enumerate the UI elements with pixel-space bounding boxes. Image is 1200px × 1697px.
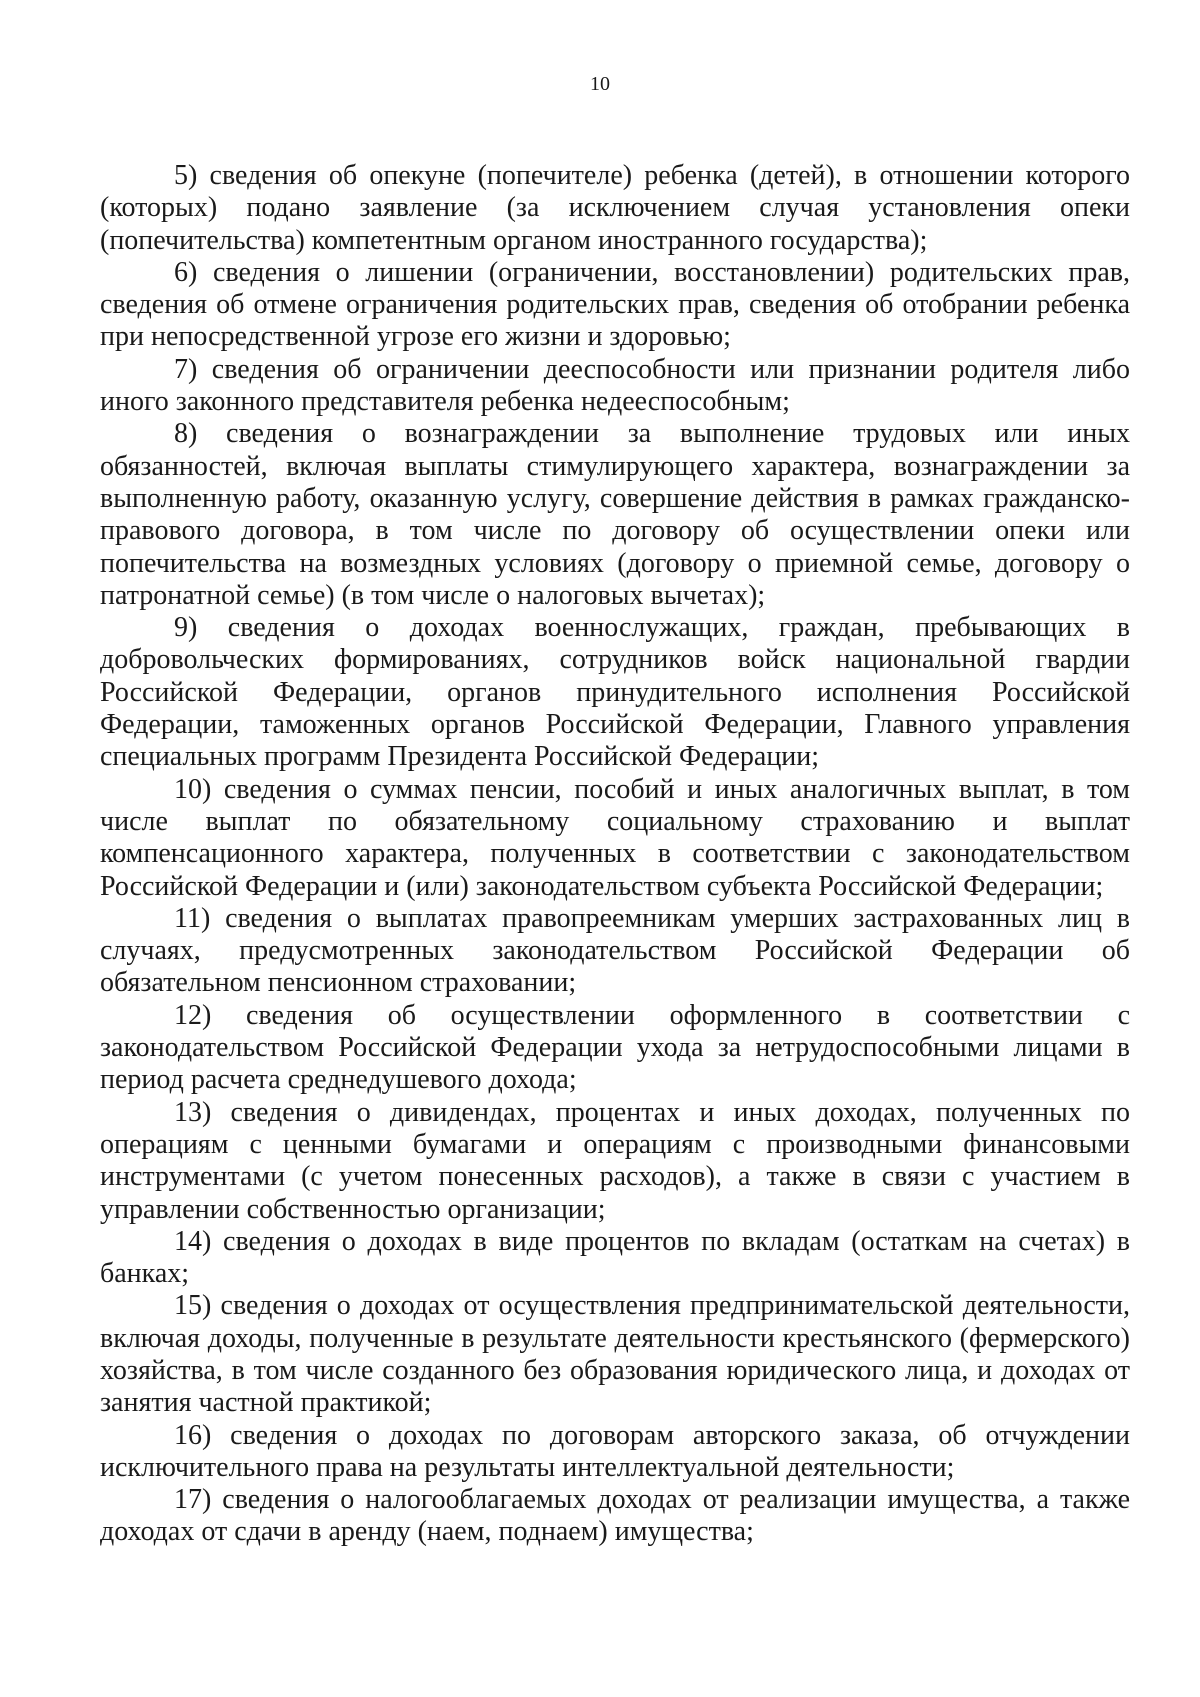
list-item-13: 13) сведения о дивидендах, процентах и иных доходах, полученных по операциям с ценными бумагами и операциям с производными финансовыми инструментами (с учетом понесенных расходов), а также в связи с участием в управлении собственностью организации; (100, 1096, 1130, 1225)
list-item-17: 17) сведения о налогооблагаемых доходах от реализации имущества, а также доходах от сдачи в аренду (наем, поднаем) имущества; (100, 1484, 1130, 1548)
list-item-16: 16) сведения о доходах по договорам авторского заказа, об отчуждении исключительного права на результаты интеллектуальной деятельности; (100, 1419, 1130, 1483)
list-item-15: 15) сведения о доходах от осуществления предпринимательской деятельности, включая доходы, полученные в результате деятельности крестьянского (фермерского) хозяйства, в том числе созданного без образования юридического лица, и доходах от занятия частной практикой; (100, 1290, 1130, 1419)
list-item-11: 11) сведения о выплатах правопреемникам умерших застрахованных лиц в случаях, предусмотренных законодательством Российской Федерации об обязательном пенсионном страховании; (100, 902, 1130, 999)
page-number: 10 (590, 73, 610, 95)
list-item-8: 8) сведения о вознаграждении за выполнение трудовых или иных обязанностей, включая выплаты стимулирующего характера, вознаграждении за выполненную работу, оказанную услугу, совершение действия в рамках гражданско-правового договора, в том числе по договору об осуществлении опеки или попечительства на возмездных условиях (договору о приемной семье, договору о патронатной семье) (в том числе о налоговых вычетах); (100, 418, 1130, 611)
list-item-9: 9) сведения о доходах военнослужащих, граждан, пребывающих в добровольческих формированиях, сотрудников войск национальной гвардии Российской Федерации, органов принудительного исполнения Российской Федерации, таможенных органов Российской Федерации, Главного управления специальных программ Президента Российской Федерации; (100, 612, 1130, 773)
list-item-7: 7) сведения об ограничении дееспособности или признании родителя либо иного законного представителя ребенка недееспособным; (100, 353, 1130, 418)
document-body (100, 160, 1130, 1549)
list-item-10: 10) сведения о суммах пенсии, пособий и иных аналогичных выплат, в том числе выплат по обязательному социальному страхованию и выплат компенсационного характера, полученных в соответствии с законодательством Российской Федерации и (или) законодательством субъекта Российской Федерации; (100, 773, 1130, 902)
list-item-5: 5) сведения об опекуне (попечителе) ребенка (детей), в отношении которого (которых) подано заявление (за исключением случая установления опеки (попечительства) компетентным органом иностранного государства); (100, 160, 1130, 256)
list-item-14: 14) сведения о доходах в виде процентов по вкладам (остаткам на счетах) в банках; (100, 1225, 1130, 1290)
list-item-12: 12) сведения об осуществлении оформленного в соответствии с законодательством Российской Федерации ухода за нетрудоспособными лицами в период расчета среднедушевого дохода; (100, 999, 1130, 1096)
list-item-6: 6) сведения о лишении (ограничении, восстановлении) родительских прав, сведения об отмене ограничения родительских прав, сведения об отобрании ребенка при непосредственной угрозе его жизни и здоровью; (100, 256, 1130, 353)
